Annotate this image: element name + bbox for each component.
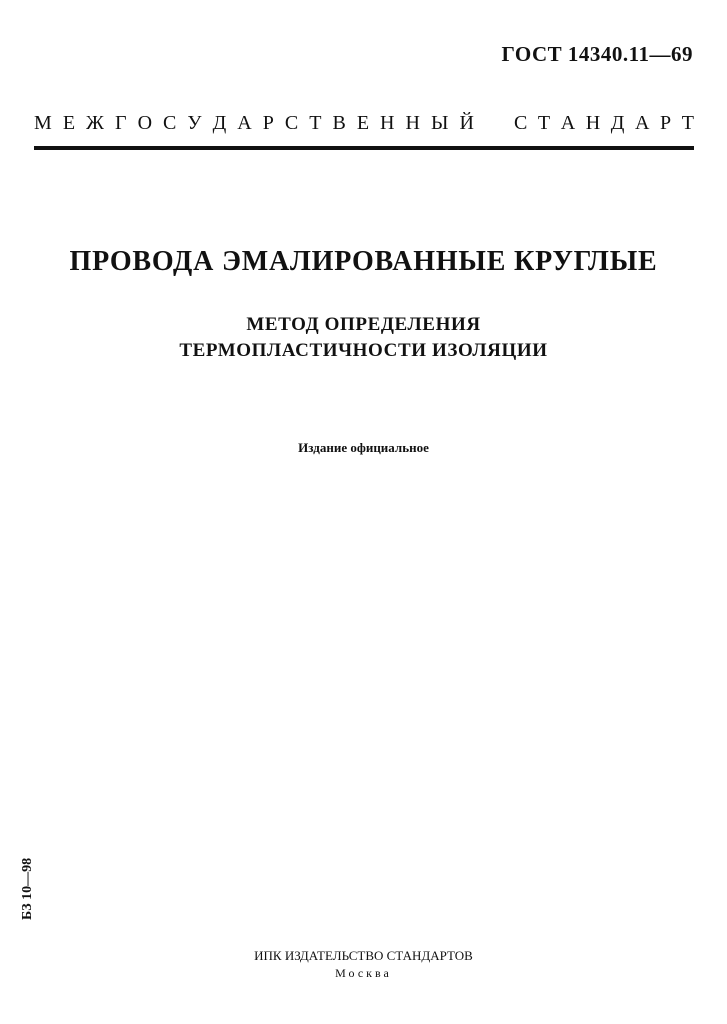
heading-letter: Н xyxy=(405,112,420,134)
heading-letter: Т xyxy=(681,112,694,134)
heading-letter: С xyxy=(514,112,528,134)
edition-note: Издание официальное xyxy=(298,440,429,455)
heading-letter: Д xyxy=(212,112,227,134)
standard-type-word-2 xyxy=(514,112,694,135)
heading-letter: В xyxy=(332,112,346,134)
heading-letter: Т xyxy=(309,112,322,134)
subtitle-line-2: ТЕРМОПЛАСТИЧНОСТИ ИЗОЛЯЦИИ xyxy=(179,340,548,361)
heading-letter: Н xyxy=(585,112,601,134)
gost-number: ГОСТ 14340.11—69 xyxy=(501,42,693,66)
heading-letter: Ы xyxy=(430,112,449,134)
side-code: БЗ 10—98 xyxy=(20,857,35,920)
standard-type-word-1 xyxy=(34,112,474,135)
document-subtitle xyxy=(0,312,727,364)
heading-letter: У xyxy=(187,112,202,134)
heading-letter: О xyxy=(137,112,153,134)
publisher-name: ИПК ИЗДАТЕЛЬСТВО СТАНДАРТОВ xyxy=(254,948,473,963)
heading-letter: С xyxy=(163,112,177,134)
header-rule xyxy=(34,146,694,150)
standard-type-heading xyxy=(34,112,694,135)
heading-letter: А xyxy=(237,112,252,134)
document-title: ПРОВОДА ЭМАЛИРОВАННЫЕ КРУГЛЫЕ xyxy=(69,246,658,277)
heading-letter: Ж xyxy=(86,112,104,134)
subtitle-line-1: МЕТОД ОПРЕДЕЛЕНИЯ xyxy=(246,314,481,335)
heading-letter: Н xyxy=(380,112,395,134)
heading-letter: Е xyxy=(62,112,76,134)
heading-letter: Т xyxy=(537,112,551,134)
heading-letter: Р xyxy=(660,112,672,134)
heading-letter: М xyxy=(34,112,52,134)
heading-letter: Д xyxy=(610,112,625,134)
heading-letter: Р xyxy=(262,112,274,134)
heading-letter: Й xyxy=(459,112,474,134)
heading-letter: А xyxy=(635,112,650,134)
publisher-city: Москва xyxy=(335,966,392,980)
heading-letter: Е xyxy=(356,112,370,134)
heading-letter: А xyxy=(560,112,576,134)
heading-letter: Г xyxy=(114,112,127,134)
heading-letter: С xyxy=(284,112,299,134)
